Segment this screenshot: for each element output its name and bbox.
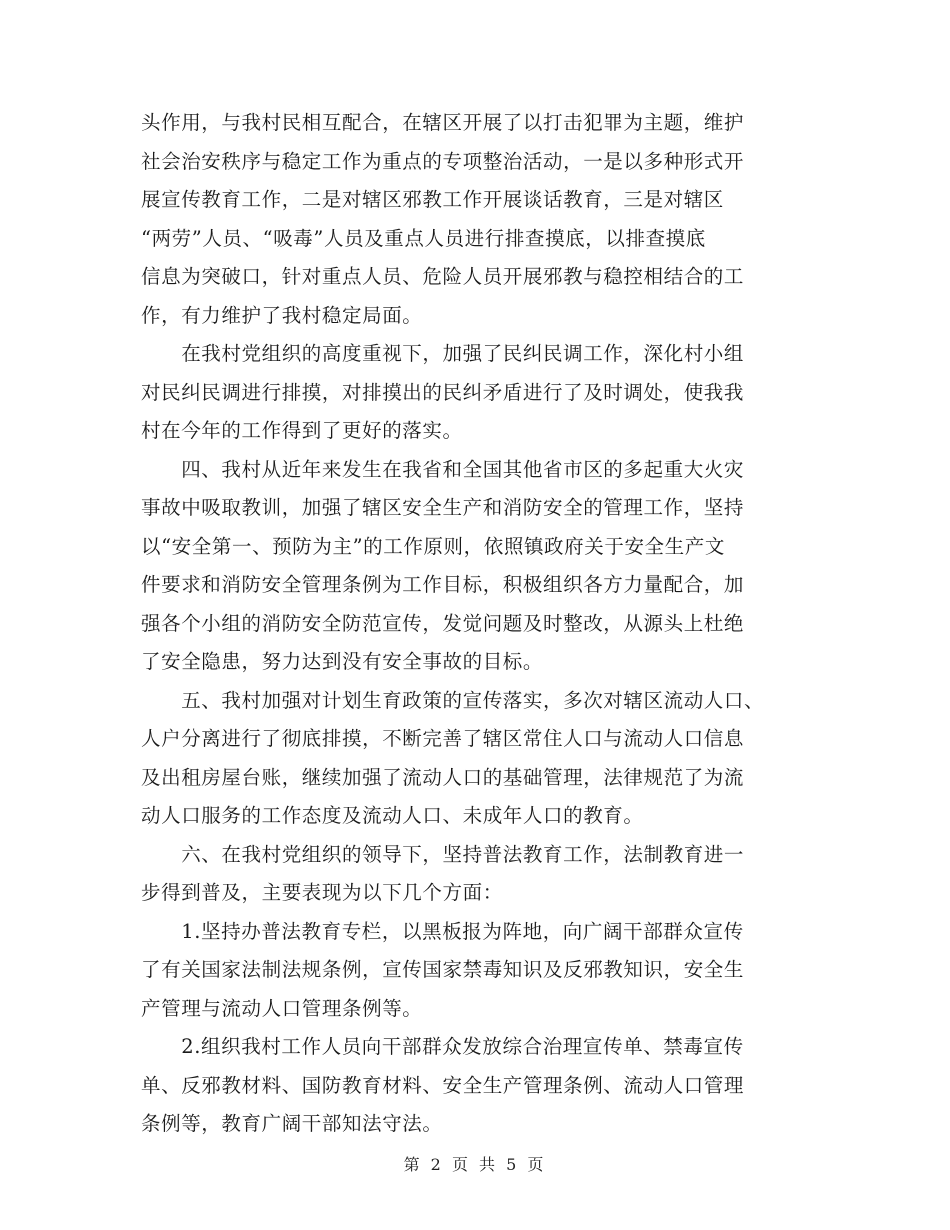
text-line: 事故中吸取教训，加强了辖区安全生产和消防安全的管理工作，坚持 (141, 496, 745, 519)
text-line: 信息为突破口，针对重点人员、危险人员开展邪教与稳控相结合的工 (141, 265, 745, 288)
text-line: 及出租房屋台账，继续加强了流动人口的基础管理，法律规范了为流 (141, 765, 745, 789)
paragraph-item-2 (141, 1028, 809, 1144)
text-line: 2.组织我村工作人员向干部群众发放综合治理宣传单、禁毒宣传 (141, 1035, 744, 1058)
text-line: “两劳”人员、“吸毒”人员及重点人员进行排查摸底，以排查摸底 (141, 226, 706, 250)
page-number-footer: 第 2 页 共 5 页 (403, 1155, 547, 1174)
text-line: 展宣传教育工作，二是对辖区邪教工作开展谈话教育，三是对辖区 (141, 188, 724, 211)
text-line: 社会治安秩序与稳定工作为重点的专项整治活动，一是以多种形式开 (141, 149, 745, 173)
text-line: 六、在我村党组织的领导下，坚持普法教育工作，法制教育进一 (141, 842, 745, 866)
text-line: 1.坚持办普法教育专栏，以黑板报为阵地，向广阔干部群众宣传 (141, 919, 744, 943)
document-body (141, 104, 809, 1144)
text-line: 动人口服务的工作态度及流动人口、未成年人口的教育。 (141, 804, 644, 827)
text-line: 了有关国家法制法规条例，宣传国家禁毒知识及反邪教知识，安全生 (141, 958, 745, 981)
text-line: 在我村党组织的高度重视下，加强了民纠民调工作，深化村小组 (141, 342, 745, 365)
paragraph-dispute-mediation (141, 335, 809, 451)
paragraph-population-management (141, 682, 809, 836)
text-line: 步得到普及，主要表现为以下几个方面： (141, 881, 503, 904)
text-line: 对民纠民调进行排摸，对排摸出的民纠矛盾进行了及时调处，使我我 (141, 380, 745, 404)
text-line: 条例等，教育广阔干部知法守法。 (141, 1112, 443, 1135)
text-line: 单、反邪教材料、国防教育材料、安全生产管理条例、流动人口管理 (141, 1073, 745, 1097)
text-line: 以“安全第一、预防为主”的工作原则，依照镇政府关于安全生产文 (141, 534, 725, 558)
text-line: 头作用，与我村民相互配合，在辖区开展了以打击犯罪为主题，维护 (141, 111, 745, 134)
text-line: 强各个小组的消防安全防范宣传，发觉问题及时整改，从源头上杜绝 (141, 611, 745, 635)
paragraph-security-work (141, 104, 809, 335)
paragraph-legal-education (141, 836, 809, 913)
text-line: 四、我村从近年来发生在我省和全国其他省市区的多起重大火灾 (141, 457, 745, 481)
text-line: 五、我村加强对计划生育政策的宣传落实，多次对辖区流动人口、 (141, 688, 765, 712)
text-line: 件要求和消防安全管理条例为工作目标，积极组织各方力量配合，加 (141, 573, 745, 596)
text-line: 作，有力维护了我村稳定局面。 (141, 303, 423, 327)
text-line: 村在今年的工作得到了更好的落实。 (141, 419, 463, 442)
paragraph-fire-safety (141, 451, 809, 682)
paragraph-item-1 (141, 913, 809, 1029)
text-line: 了安全隐患，努力达到没有安全事故的目标。 (141, 650, 544, 673)
text-line: 人户分离进行了彻底排摸，不断完善了辖区常住人口与流动人口信息 (141, 727, 745, 750)
text-line: 产管理与流动人口管理条例等。 (141, 996, 423, 1020)
